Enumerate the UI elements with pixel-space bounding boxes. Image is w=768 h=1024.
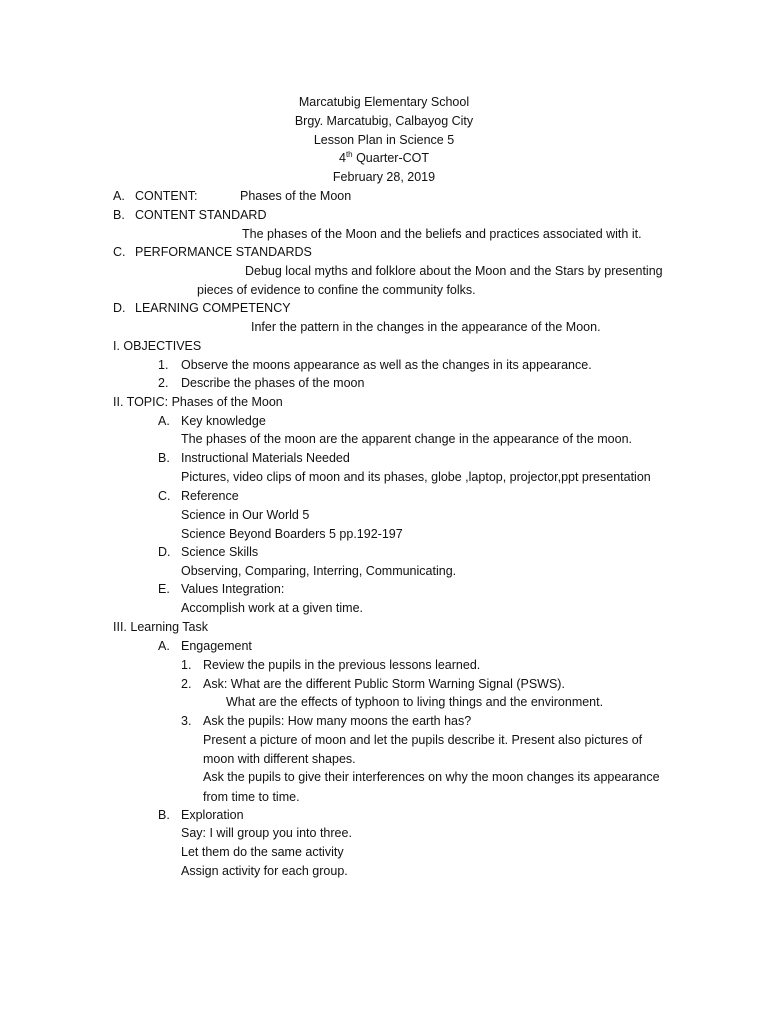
lesson-plan-title: Lesson Plan in Science 5 (313, 133, 455, 147)
topic-item-label: Key knowledge (181, 414, 266, 428)
learning-task-heading: III. Learning Task (113, 620, 208, 634)
topic-item-label: Reference (181, 489, 239, 503)
content-value: Phases of the Moon (240, 189, 352, 203)
engagement-item-continuation: from time to time. (203, 790, 300, 804)
exploration-text: Say: I will group you into three. (181, 826, 352, 840)
school-address: Brgy. Marcatubig, Calbayog City (294, 114, 474, 128)
quarter-line (0, 150, 768, 166)
content-standard-letter: B. (113, 208, 125, 222)
topic-item-text: Observing, Comparing, Interring, Communicating. (181, 564, 457, 578)
quarter-ordinal: th (345, 150, 353, 159)
engagement-letter: A. (158, 639, 170, 653)
topic-item-text: Pictures, video clips of moon and its phases, globe ,laptop, projector,ppt presentation (181, 470, 651, 484)
content-standard-text: The phases of the Moon and the beliefs and practices associated with it. (242, 227, 642, 241)
topic-item-letter: D. (158, 545, 171, 559)
engagement-item-num: 1. (181, 658, 192, 672)
performance-standards-letter: C. (113, 245, 126, 259)
exploration-text: Assign activity for each group. (181, 864, 348, 878)
objective-num: 1. (158, 358, 169, 372)
topic-item-label: Values Integration: (181, 582, 285, 596)
topic-heading: II. TOPIC: Phases of the Moon (113, 395, 283, 409)
performance-standards-line2: pieces of evidence to confine the community folks. (197, 283, 476, 297)
engagement-item-num: 3. (181, 714, 192, 728)
quarter-text: Quarter-COT (352, 151, 430, 165)
engagement-item-num: 2. (181, 677, 192, 691)
engagement-label: Engagement (181, 639, 252, 653)
quarter-number: 4 (338, 151, 346, 165)
topic-item-text: Science in Our World 5 (181, 508, 310, 522)
topic-item-letter: E. (158, 582, 170, 596)
objective-text: Observe the moons appearance as well as the changes in its appearance. (181, 358, 592, 372)
engagement-item-continuation: Ask the pupils to give their interferences on why the moon changes its appearance (203, 770, 660, 784)
engagement-item-text: Ask: What are the different Public Storm Warning Signal (PSWS). (203, 677, 565, 691)
content-label: CONTENT: (135, 189, 198, 203)
topic-item-letter: B. (158, 451, 170, 465)
content-standard-label: CONTENT STANDARD (135, 208, 267, 222)
engagement-item-continuation: Present a picture of moon and let the pupils describe it. Present also pictures of (203, 733, 643, 747)
learning-competency-text: Infer the pattern in the changes in the appearance of the Moon. (251, 320, 601, 334)
engagement-item-continuation: moon with different shapes. (203, 752, 356, 766)
topic-item-text: The phases of the moon are the apparent change in the appearance of the moon. (181, 432, 633, 446)
objective-text: Describe the phases of the moon (181, 376, 365, 390)
lesson-date: February 28, 2019 (332, 170, 436, 184)
topic-item-text: Accomplish work at a given time. (181, 601, 364, 615)
topic-item-label: Science Skills (181, 545, 259, 559)
topic-item-letter: A. (158, 414, 170, 428)
performance-standards-label: PERFORMANCE STANDARDS (135, 245, 312, 259)
engagement-item-subtext: What are the effects of typhoon to living things and the environment. (226, 695, 604, 709)
exploration-text: Let them do the same activity (181, 845, 344, 859)
learning-competency-label: LEARNING COMPETENCY (135, 301, 291, 315)
content-letter: A. (113, 189, 125, 203)
engagement-item-text: Ask the pupils: How many moons the earth has? (203, 714, 472, 728)
topic-item-label: Instructional Materials Needed (181, 451, 350, 465)
topic-item-text: Science Beyond Boarders 5 pp.192-197 (181, 527, 403, 541)
performance-standards-line1: Debug local myths and folklore about the Moon and the Stars by presenting (245, 264, 663, 278)
school-name: Marcatubig Elementary School (298, 95, 470, 109)
exploration-label: Exploration (181, 808, 244, 822)
exploration-letter: B. (158, 808, 170, 822)
topic-item-letter: C. (158, 489, 171, 503)
objectives-heading: I. OBJECTIVES (113, 339, 202, 353)
learning-competency-letter: D. (113, 301, 126, 315)
engagement-item-text: Review the pupils in the previous lessons learned. (203, 658, 481, 672)
objective-num: 2. (158, 376, 169, 390)
